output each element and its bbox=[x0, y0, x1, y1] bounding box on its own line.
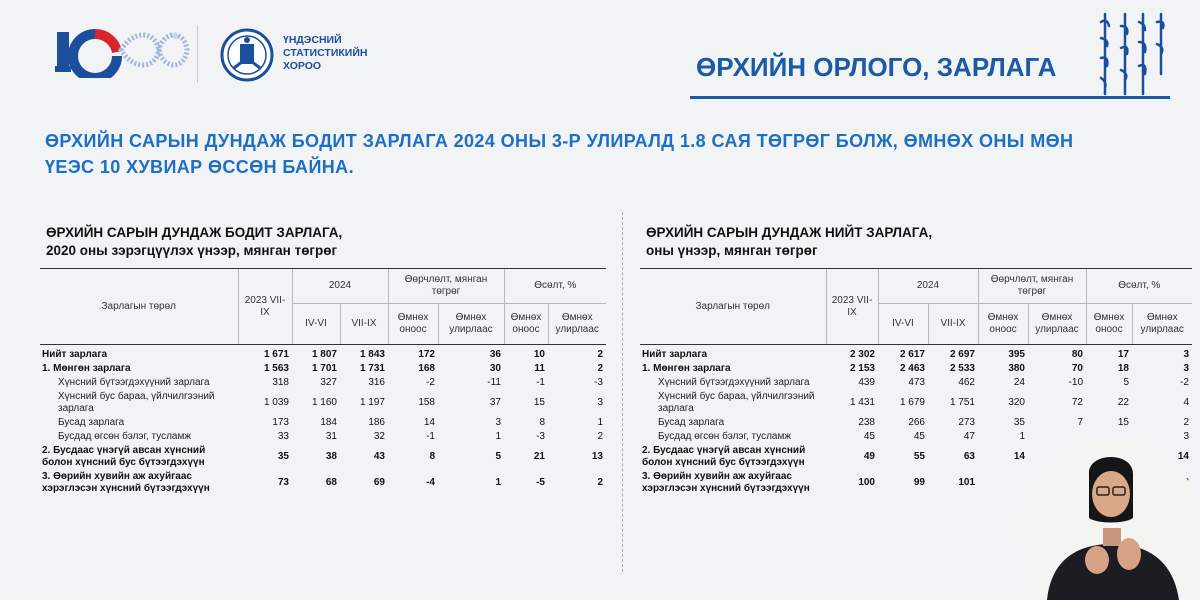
cell: 238 bbox=[858, 417, 875, 428]
header-q3: VII-IX bbox=[340, 304, 388, 345]
cell: 273 bbox=[958, 417, 975, 428]
org-name-line-3: ХОРОО bbox=[283, 60, 322, 72]
cell: 15 bbox=[1117, 417, 1129, 428]
header-2024: 2024 bbox=[292, 269, 388, 304]
cell: 2 bbox=[597, 363, 603, 374]
cell: 327 bbox=[320, 377, 337, 388]
cell: 2 697 bbox=[949, 349, 975, 360]
cell: 1 197 bbox=[359, 397, 385, 408]
table-separator bbox=[622, 212, 623, 572]
header-growth-prev-year: Өмнөх оноос bbox=[504, 304, 548, 345]
mongolian-state-emblem-icon bbox=[220, 28, 274, 87]
cell: 8 bbox=[539, 417, 545, 428]
cell: 2 463 bbox=[899, 363, 925, 374]
cell: 38 bbox=[325, 451, 337, 462]
cell: 1 751 bbox=[949, 397, 975, 408]
cell: 3 bbox=[1183, 363, 1189, 374]
cell: 63 bbox=[963, 451, 975, 462]
cell: 473 bbox=[908, 377, 925, 388]
cell: 3 bbox=[1183, 431, 1189, 442]
cell: 43 bbox=[373, 451, 385, 462]
cell: 69 bbox=[373, 477, 385, 488]
row-label: Нийт зарлага bbox=[642, 349, 708, 360]
table-row bbox=[40, 444, 606, 470]
cell: 1 843 bbox=[359, 349, 385, 360]
cell: 2 bbox=[597, 477, 603, 488]
cell: 395 bbox=[1008, 349, 1025, 360]
cell: 11 bbox=[534, 363, 545, 374]
cell: 24 bbox=[1013, 377, 1025, 388]
headline bbox=[45, 128, 1165, 180]
header-q3: VII-IX bbox=[928, 304, 978, 345]
header-expense-type: Зарлагын төрөл bbox=[640, 269, 826, 345]
cell: 70 bbox=[1071, 363, 1083, 374]
table-row bbox=[640, 416, 1192, 430]
cell: 14 bbox=[1177, 451, 1189, 462]
cell: 2 bbox=[597, 431, 603, 442]
left-data-table bbox=[40, 268, 606, 496]
cell: 186 bbox=[368, 417, 385, 428]
row-label: Бусдад өгсөн бэлэг, тусламж bbox=[658, 431, 792, 442]
cell: 45 bbox=[863, 431, 875, 442]
cell: 36 bbox=[489, 349, 501, 360]
cell: 1 431 bbox=[849, 397, 875, 408]
cell: 1 bbox=[495, 477, 501, 488]
cell: -2 bbox=[426, 377, 435, 388]
cell: 2 153 bbox=[849, 363, 875, 374]
cell: 1 bbox=[495, 431, 501, 442]
cell: 168 bbox=[418, 363, 435, 374]
cell: 172 bbox=[418, 349, 435, 360]
cell: 68 bbox=[325, 477, 337, 488]
cell: 1 bbox=[1019, 431, 1025, 442]
header-growth: Өсөлт, % bbox=[504, 269, 606, 304]
cell: 266 bbox=[908, 417, 925, 428]
headline-line-1: ӨРХИЙН САРЫН ДУНДАЖ БОДИТ ЗАРЛАГА 2024 ОНЫ 3-Р УЛИРАЛД 1.8 САЯ ТӨГРӨГ БОЛЖ, ӨМНӨХ ОНЫ МӨН bbox=[45, 131, 1074, 151]
header-expense-type: Зарлагын төрөл bbox=[40, 269, 238, 345]
cell: 55 bbox=[913, 451, 925, 462]
left-table-title-line-2: 2020 оны зэрэгцүүлэх үнээр, мянган төгрөг bbox=[46, 243, 338, 258]
row-label: Бусад зарлага bbox=[58, 417, 125, 428]
cell: 15 bbox=[533, 397, 545, 408]
cell: 47 bbox=[963, 431, 975, 442]
header-divider bbox=[197, 25, 198, 83]
cell: 18 bbox=[1117, 363, 1129, 374]
left-table-title-line-1: ӨРХИЙН САРЫН ДУНДАЖ БОДИТ ЗАРЛАГА, bbox=[46, 225, 343, 240]
cell: 3 bbox=[597, 397, 603, 408]
cell: 320 bbox=[1008, 397, 1025, 408]
cell: 158 bbox=[418, 397, 435, 408]
cell: 2 533 bbox=[949, 363, 975, 374]
organization-name bbox=[283, 34, 367, 73]
cell: 100 bbox=[858, 477, 875, 488]
table-row bbox=[640, 390, 1192, 416]
cell: 1 160 bbox=[311, 397, 337, 408]
cell: 7 bbox=[1077, 417, 1083, 428]
table-row bbox=[640, 376, 1192, 390]
header-q2: IV-VI bbox=[292, 304, 340, 345]
cell: 37 bbox=[489, 397, 501, 408]
cell: 1 671 bbox=[263, 349, 289, 360]
header-2023: 2023 VII-IX bbox=[826, 269, 878, 345]
cell: 2 302 bbox=[849, 349, 875, 360]
header-change: Өөрчлөлт, мянган төгрөг bbox=[388, 269, 504, 304]
cell: 49 bbox=[863, 451, 875, 462]
cell: 3 bbox=[1183, 349, 1189, 360]
cell: -2 bbox=[1180, 377, 1189, 388]
table-row bbox=[40, 362, 606, 376]
header-growth-prev-quarter: Өмнөх улирлаас bbox=[548, 304, 606, 345]
cell: 10 bbox=[533, 349, 545, 360]
cell: 33 bbox=[277, 431, 289, 442]
cell: 101 bbox=[958, 477, 975, 488]
table-row bbox=[40, 376, 606, 390]
cell: 1 807 bbox=[311, 349, 337, 360]
cell: 1 701 bbox=[311, 363, 337, 374]
cell: 5 bbox=[1123, 377, 1129, 388]
cell: 45 bbox=[913, 431, 925, 442]
header-prev-quarter: Өмнөх улирлаас bbox=[438, 304, 504, 345]
row-label: 1. Мөнгөн зарлага bbox=[42, 363, 131, 374]
right-table-title-line-2: оны үнээр, мянган төгрөг bbox=[646, 243, 818, 258]
header-growth-prev-year: Өмнөх оноос bbox=[1086, 304, 1132, 345]
cell: 13 bbox=[591, 451, 603, 462]
slide-title: ӨРХИЙН ОРЛОГО, ЗАРЛАГА bbox=[696, 52, 1057, 82]
cell: 2 617 bbox=[899, 349, 925, 360]
cell: 316 bbox=[368, 377, 385, 388]
cell: 439 bbox=[858, 377, 875, 388]
headline-line-2: ҮЕЭС 10 ХУВИАР ӨССӨН БАЙНА. bbox=[45, 157, 354, 177]
row-label: 2. Бусдаас үнэгүй авсан хүнсний болон хүнсний бус бүтээгдэхүүн bbox=[42, 445, 206, 468]
cell: -3 bbox=[594, 377, 603, 388]
cell: -4 bbox=[426, 477, 435, 488]
header-prev-quarter: Өмнөх улирлаас bbox=[1028, 304, 1086, 345]
header-change: Өөрчлөлт, мянган төгрөг bbox=[978, 269, 1086, 304]
cell: 31 bbox=[325, 431, 337, 442]
cell: 1 679 bbox=[899, 397, 925, 408]
cell: -1 bbox=[536, 377, 545, 388]
cell: 30 bbox=[489, 363, 501, 374]
table-row bbox=[40, 416, 606, 430]
header-growth: Өсөлт, % bbox=[1086, 269, 1192, 304]
cell: 22 bbox=[1117, 397, 1129, 408]
cell: 173 bbox=[272, 417, 289, 428]
cell: 184 bbox=[320, 417, 337, 428]
cell: 80 bbox=[1071, 349, 1083, 360]
org-name-line-1: ҮНДЭСНИЙ bbox=[283, 34, 342, 46]
cell: 1 039 bbox=[263, 397, 289, 408]
cell: 35 bbox=[1013, 417, 1025, 428]
row-label: Хүнсний бүтээгдэхүүний зарлага bbox=[658, 377, 810, 388]
cell: 17 bbox=[1117, 349, 1129, 360]
cell: -1 bbox=[426, 431, 435, 442]
cell: 14 bbox=[1013, 451, 1025, 462]
row-label: Нийт зарлага bbox=[42, 349, 108, 360]
mongolian-script-icon bbox=[1095, 8, 1175, 105]
row-label: Бусдад өгсөн бэлэг, тусламж bbox=[58, 431, 192, 442]
cell: 318 bbox=[272, 377, 289, 388]
100-year-logo-icon bbox=[55, 22, 190, 83]
header-2023: 2023 VII-IX bbox=[238, 269, 292, 345]
header-q2: IV-VI bbox=[878, 304, 928, 345]
header-prev-year: Өмнөх оноос bbox=[388, 304, 438, 345]
right-table-title bbox=[646, 224, 932, 260]
row-label: Хүнсний бүтээгдэхүүний зарлага bbox=[58, 377, 210, 388]
cell: 5 bbox=[495, 451, 501, 462]
cell: 1 731 bbox=[359, 363, 385, 374]
cell: 1 bbox=[597, 417, 603, 428]
cell: 2 bbox=[597, 349, 603, 360]
row-label: Хүнсний бус бараа, үйлчилгээний зарлага bbox=[58, 391, 215, 414]
row-label: 3. Өөрийн хувийн аж ахуйгаас хэрэглэсэн хүнсний бүтээгдэхүүн bbox=[42, 471, 210, 494]
table-row bbox=[40, 430, 606, 444]
cell: 32 bbox=[373, 431, 385, 442]
sign-language-interpreter-icon bbox=[1017, 432, 1200, 600]
cell: 35 bbox=[277, 451, 289, 462]
right-table-title-line-1: ӨРХИЙН САРЫН ДУНДАЖ НИЙТ ЗАРЛАГА, bbox=[646, 225, 933, 240]
cell: 4 bbox=[1183, 397, 1189, 408]
org-name-line-2: СТАТИСТИКИЙН bbox=[283, 47, 368, 59]
cell: 73 bbox=[277, 477, 289, 488]
left-table-title bbox=[46, 224, 342, 260]
cell: 462 bbox=[958, 377, 975, 388]
row-label: Бусад зарлага bbox=[658, 417, 725, 428]
cell: -3 bbox=[536, 431, 545, 442]
table-row bbox=[640, 362, 1192, 376]
cell: 21 bbox=[533, 451, 545, 462]
table-row bbox=[40, 390, 606, 416]
row-label: 2. Бусдаас үнэгүй авсан хүнсний болон хүнсний бус бүтээгдэхүүн bbox=[642, 445, 806, 468]
cell: -5 bbox=[536, 477, 545, 488]
row-label: Хүнсний бус бараа, үйлчилгээний зарлага bbox=[658, 391, 815, 414]
row-label: 1. Мөнгөн зарлага bbox=[642, 363, 731, 374]
cell: 2 bbox=[1183, 417, 1189, 428]
table-row bbox=[640, 345, 1192, 363]
header-2024: 2024 bbox=[878, 269, 978, 304]
cell: 99 bbox=[913, 477, 925, 488]
row-label: 3. Өөрийн хувийн аж ахуйгаас хэрэглэсэн хүнсний бүтээгдэхүүн bbox=[642, 471, 810, 494]
header-growth-prev-quarter: Өмнөх улирлаас bbox=[1132, 304, 1192, 345]
cell: 1 563 bbox=[263, 363, 289, 374]
cell: 3 bbox=[495, 417, 501, 428]
cell: 8 bbox=[429, 451, 435, 462]
cell: -10 bbox=[1068, 377, 1083, 388]
cell: 380 bbox=[1008, 363, 1025, 374]
cell: 72 bbox=[1071, 397, 1083, 408]
table-row bbox=[40, 470, 606, 496]
header-prev-year: Өмнөх оноос bbox=[978, 304, 1028, 345]
table-row bbox=[40, 345, 606, 363]
cell: -11 bbox=[487, 377, 501, 388]
cell: 14 bbox=[423, 417, 435, 428]
